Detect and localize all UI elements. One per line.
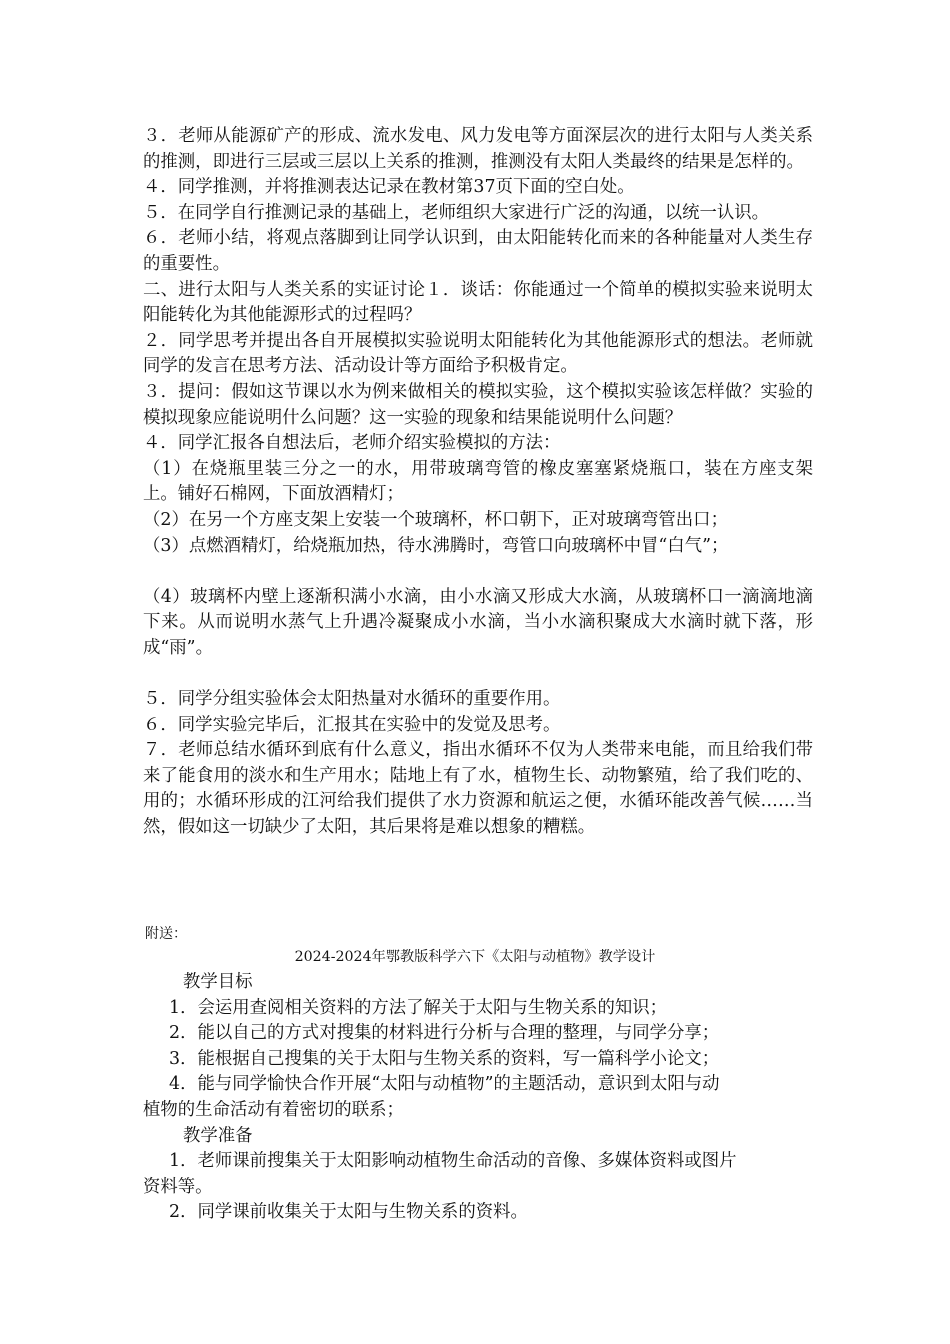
- paragraph: （2）在另一个方座支架上安装一个玻璃杯，杯口朝下，正对玻璃弯管出口；: [143, 509, 728, 530]
- goal-item: 3．能根据自己搜集的关于太阳与生物关系的资料，写一篇科学小论文；: [169, 1048, 720, 1069]
- paragraph: （4）玻璃杯内壁上逐渐积满小水滴，由小水滴又形成大水滴，从玻璃杯口一滴滴地滴下来。从而说明水蒸气上升遇冷凝聚成小水滴，当小水滴积聚成大水滴时就下落，形成“雨”。: [143, 586, 813, 658]
- paragraph: ４．同学推测，并将推测表达记录在教材第37页下面的空白处。: [143, 177, 635, 198]
- blank-line: [143, 661, 813, 687]
- prep-item-continuation: 资料等。: [143, 1176, 213, 1197]
- appendix-label: 附送：: [145, 926, 187, 942]
- lesson-body: [143, 124, 813, 841]
- goals-heading: 教学目标: [183, 972, 253, 992]
- paragraph: ２．同学思考并提出各自开展模拟实验说明太阳能转化为其他能源形式的想法。老师就同学的发言在思考方法、活动设计等方面给予积极肯定。: [143, 330, 813, 377]
- goal-item: 4．能与同学愉快合作开展“太阳与动植物”的主题活动，意识到太阳与动: [169, 1074, 720, 1095]
- prep-heading: 教学准备: [183, 1125, 253, 1146]
- goal-item: 1．会运用查阅相关资料的方法了解关于太阳与生物关系的知识；: [169, 997, 668, 1018]
- goal-item-continuation: 植物的生命活动有着密切的联系；: [143, 1099, 404, 1120]
- paragraph: ７．老师总结水循环到底有什么意义，指出水循环不仅为人类带来电能，而且给我们带来了能食用的淡水和生产用水；陆地上有了水，植物生长、动物繁殖，给了我们吃的、用的；水循环形成的江河给我们提供了水力资源和航运之便，水循环能改善气候……当然，假如这一切缺少了太阳，其后果将是难以想象的糟糕。: [143, 740, 813, 838]
- appendix-body: [143, 970, 813, 1226]
- paragraph: 二、进行太阳与人类关系的实证讨论１．谈话：你能通过一个简单的模拟实验来说明太阳能转化为其他能源形式的过程吗？: [143, 279, 813, 326]
- paragraph: ６．同学实验完毕后，汇报其在实验中的发觉及思考。: [143, 714, 561, 735]
- appendix-title: 2024-2024年鄂教版科学六下《太阳与动植物》教学设计: [294, 949, 656, 965]
- prep-item: 1．老师课前搜集关于太阳影响动植物生命活动的音像、多媒体资料或图片: [169, 1151, 737, 1172]
- paragraph: ３．老师从能源矿产的形成、流水发电、风力发电等方面深层次的进行太阳与人类关系的推测，即进行三层或三层以上关系的推测，推测没有太阳人类最终的结果是怎样的。: [143, 126, 813, 172]
- paragraph: ５．同学分组实验体会太阳热量对水循环的重要作用。: [143, 689, 561, 710]
- paragraph: ６．老师小结，将观点落脚到让同学认识到，由太阳能转化而来的各种能量对人类生存的重要性。: [143, 228, 813, 274]
- paragraph: （3）点燃酒精灯，给烧瓶加热，待水沸腾时，弯管口向玻璃杯中冒“白气”；: [143, 535, 729, 556]
- prep-item: 2．同学课前收集关于太阳与生物关系的资料。: [169, 1202, 528, 1223]
- paragraph: ５．在同学自行推测记录的基础上，老师组织大家进行广泛的沟通，以统一认识。: [143, 202, 770, 223]
- blank-line: [143, 559, 813, 585]
- paragraph: ４．同学汇报各自想法后，老师介绍实验模拟的方法：: [143, 433, 561, 454]
- paragraph: （1）在烧瓶里装三分之一的水，用带玻璃弯管的橡皮塞塞紧烧瓶口，装在方座支架上。铺好石棉网，下面放酒精灯；: [143, 458, 813, 505]
- paragraph: ３．提问：假如这节课以水为例来做相关的模拟实验，这个模拟实验该怎样做？实验的模拟现象应能说明什么问题？这一实验的现象和结果能说明什么问题？: [143, 381, 813, 428]
- goal-item: 2．能以自己的方式对搜集的材料进行分析与合理的整理，与同学分享；: [169, 1023, 720, 1044]
